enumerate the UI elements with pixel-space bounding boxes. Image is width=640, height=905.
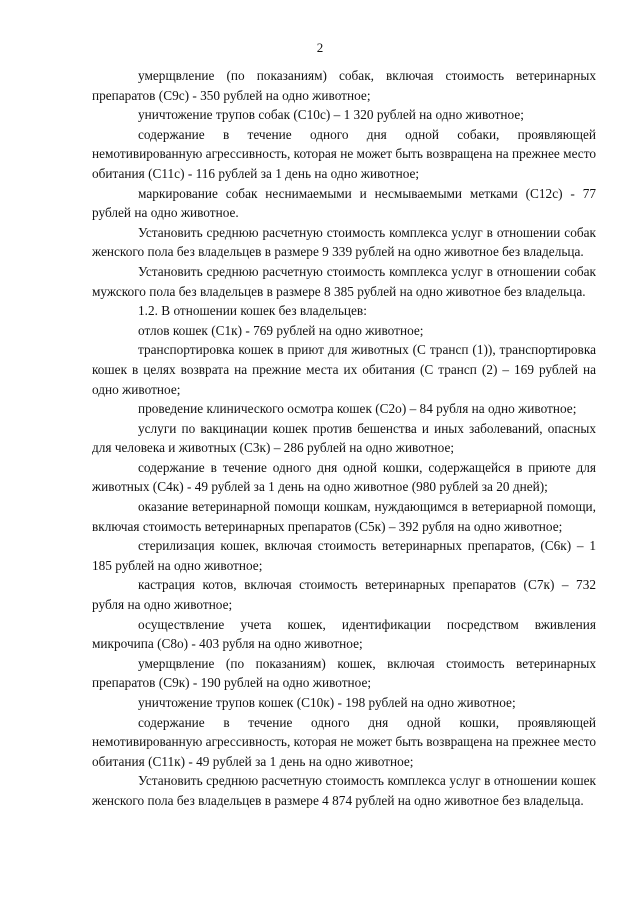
paragraph-cats-shelter-keeping: содержание в течение одного дня одной кошки, содержащейся в приюте для животных (С4к) - 49 рублей за 1 день на одно животное (980 рублей за 20 дней); (92, 459, 596, 495)
section-heading-cats: 1.2. В отношении кошек без владельцев: (138, 303, 367, 319)
paragraph-cats-capture: отлов кошек (С1к) - 769 рублей на одно животное; (138, 322, 424, 338)
paragraph-cats-transport: транспортировка кошек в приют для животных (С трансп (1)), транспортировка кошек в целях возврата на прежние места их обитания (С трансп (2) – 169 рублей на одно животное; (92, 342, 596, 397)
document-body (92, 66, 596, 811)
paragraph-cats-vaccination: услуги по вакцинации кошек против бешенства и иных заболеваний, опасных для человека и животных (С3к) – 286 рублей на одно животное; (92, 420, 596, 456)
paragraph-dogs-marking: маркирование собак неснимаемыми и несмываемыми метками (С12с) - 77 рублей на одно животное. (92, 185, 596, 221)
paragraph-cats-clinical-exam: проведение клинического осмотра кошек (С2о) – 84 рубля на одно животное; (138, 401, 577, 417)
paragraph-female-cats-total: Установить среднюю расчетную стоимость комплекса услуг в отношении кошек женского пола без владельцев в размере 4 874 рублей на одно животное без владельца. (92, 773, 596, 808)
page-number: 2 (316, 40, 324, 55)
paragraph-male-dogs-total: Установить среднюю расчетную стоимость комплекса услуг в отношении собак мужского пола без владельцев в размере 8 385 рублей на одно животное без владельца. (92, 263, 596, 299)
paragraph-dogs-aggressive-keeping: содержание в течение одного дня одной собаки, проявляющей немотивированную агрессивность, которая не может быть возвращена на прежнее место обитания (С11с) - 116 рублей за 1 день на одно животное; (92, 126, 596, 181)
paragraph-cats-carcass-disposal: уничтожение трупов кошек (С10к) - 198 рублей на одно животное; (138, 695, 516, 710)
paragraph-cats-castration: кастрация котов, включая стоимость ветеринарных препаратов (С7к) – 732 рубля на одно животное; (92, 577, 596, 613)
paragraph-dogs-carcass-disposal: уничтожение трупов собак (С10с) – 1 320 рублей на одно животное; (138, 107, 524, 123)
paragraph-cats-euthanasia: умерщвление (по показаниям) кошек, включая стоимость ветеринарных препаратов (С9к) - 190 рублей на одно животное; (92, 655, 596, 691)
paragraph-female-dogs-total: Установить среднюю расчетную стоимость комплекса услуг в отношении собак женского пола без владельцев в размере 9 339 рублей на одно животное без владельца. (92, 224, 596, 260)
paragraph-cats-sterilization: стерилизация кошек, включая стоимость ветеринарных препаратов, (С6к) – 1 185 рублей на одно животное; (92, 538, 596, 573)
paragraph-dogs-euthanasia: умерщвление (по показаниям) собак, включая стоимость ветеринарных препаратов (С9с) - 350 рублей на одно животное; (92, 68, 596, 103)
paragraph-cats-aggressive-keeping: содержание в течение одного дня одной кошки, проявляющей немотивированную агрессивность, которая не может быть возвращена на прежнее место обитания (С11к) - 49 рублей за 1 день на одно животное; (92, 714, 596, 769)
paragraph-cats-vet-care: оказание ветеринарной помощи кошкам, нуждающимся в ветериарной помощи, включая стоимость ветеринарных препаратов (С5к) – 392 рубля на одно животное; (92, 499, 596, 534)
paragraph-cats-microchip: осуществление учета кошек, идентификации посредством вживления микрочипа (С8о) - 403 рубля на одно животное; (92, 616, 596, 652)
